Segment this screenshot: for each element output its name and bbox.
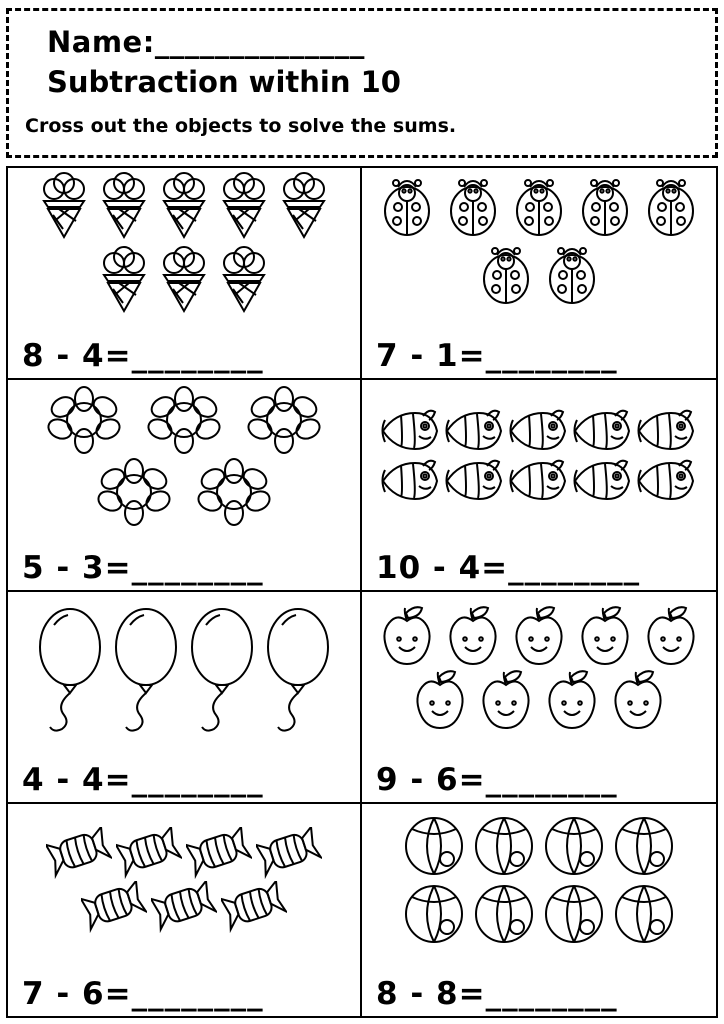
beach-ball-icon[interactable] bbox=[541, 813, 607, 879]
equation-3[interactable]: 5 - 3=________ bbox=[22, 550, 264, 586]
problem-cell-4 bbox=[362, 380, 716, 592]
apple-icon[interactable] bbox=[508, 605, 570, 667]
ice-cream-cone-icon[interactable] bbox=[156, 245, 212, 317]
ice-cream-cone-icon[interactable] bbox=[276, 171, 332, 243]
problem-cell-6 bbox=[362, 592, 716, 804]
name-field-label[interactable]: Name:______________ bbox=[47, 25, 365, 59]
ladybug-icon[interactable] bbox=[442, 177, 504, 243]
apple-icon[interactable] bbox=[442, 605, 504, 667]
clownfish-icon[interactable] bbox=[379, 406, 443, 456]
problem-cell-7 bbox=[8, 804, 362, 1016]
candy-icon[interactable] bbox=[256, 827, 322, 879]
beach-ball-icon[interactable] bbox=[541, 881, 607, 947]
clownfish-icon[interactable] bbox=[507, 406, 571, 456]
object-group-beach-ball[interactable] bbox=[362, 804, 716, 952]
ice-cream-cone-icon[interactable] bbox=[96, 245, 152, 317]
object-group-balloon[interactable] bbox=[8, 592, 360, 740]
problem-cell-2 bbox=[362, 168, 716, 380]
clownfish-icon[interactable] bbox=[379, 456, 443, 506]
apple-icon[interactable] bbox=[574, 605, 636, 667]
balloon-icon[interactable] bbox=[110, 603, 182, 733]
equation-7[interactable]: 7 - 6=________ bbox=[22, 976, 264, 1012]
apple-icon[interactable] bbox=[640, 605, 702, 667]
ladybug-icon[interactable] bbox=[574, 177, 636, 243]
object-group-flower[interactable] bbox=[8, 380, 360, 528]
flower-icon[interactable] bbox=[36, 385, 132, 455]
candy-icon[interactable] bbox=[151, 881, 217, 933]
candy-icon[interactable] bbox=[81, 881, 147, 933]
balloon-icon[interactable] bbox=[186, 603, 258, 733]
candy-icon[interactable] bbox=[46, 827, 112, 879]
ladybug-icon[interactable] bbox=[640, 177, 702, 243]
beach-ball-icon[interactable] bbox=[401, 881, 467, 947]
clownfish-icon[interactable] bbox=[571, 406, 635, 456]
flower-icon[interactable] bbox=[86, 457, 182, 527]
problem-grid bbox=[6, 166, 718, 1018]
beach-ball-icon[interactable] bbox=[471, 881, 537, 947]
candy-icon[interactable] bbox=[186, 827, 252, 879]
candy-icon[interactable] bbox=[116, 827, 182, 879]
flower-icon[interactable] bbox=[236, 385, 332, 455]
problem-cell-3 bbox=[8, 380, 362, 592]
ice-cream-cone-icon[interactable] bbox=[36, 171, 92, 243]
apple-icon[interactable] bbox=[376, 605, 438, 667]
beach-ball-icon[interactable] bbox=[611, 813, 677, 879]
flower-icon[interactable] bbox=[186, 457, 282, 527]
beach-ball-icon[interactable] bbox=[401, 813, 467, 879]
clownfish-icon[interactable] bbox=[635, 456, 699, 506]
ice-cream-cone-icon[interactable] bbox=[216, 245, 272, 317]
object-group-ladybug[interactable] bbox=[362, 168, 716, 316]
apple-icon[interactable] bbox=[409, 669, 471, 731]
worksheet-header bbox=[6, 8, 718, 158]
beach-ball-icon[interactable] bbox=[611, 881, 677, 947]
clownfish-icon[interactable] bbox=[571, 456, 635, 506]
object-group-candy[interactable] bbox=[8, 804, 360, 952]
flower-icon[interactable] bbox=[136, 385, 232, 455]
apple-icon[interactable] bbox=[475, 669, 537, 731]
equation-1[interactable]: 8 - 4=________ bbox=[22, 338, 264, 374]
object-group-clownfish[interactable] bbox=[362, 380, 716, 528]
candy-icon[interactable] bbox=[221, 881, 287, 933]
problem-cell-5 bbox=[8, 592, 362, 804]
clownfish-icon[interactable] bbox=[635, 406, 699, 456]
ladybug-icon[interactable] bbox=[376, 177, 438, 243]
beach-ball-icon[interactable] bbox=[471, 813, 537, 879]
equation-5[interactable]: 4 - 4=________ bbox=[22, 762, 264, 798]
equation-2[interactable]: 7 - 1=________ bbox=[376, 338, 618, 374]
clownfish-icon[interactable] bbox=[507, 456, 571, 506]
balloon-icon[interactable] bbox=[34, 603, 106, 733]
ladybug-icon[interactable] bbox=[475, 245, 537, 311]
equation-4[interactable]: 10 - 4=________ bbox=[376, 550, 641, 586]
clownfish-icon[interactable] bbox=[443, 456, 507, 506]
object-group-ice-cream-cone[interactable] bbox=[8, 168, 360, 316]
problem-cell-1 bbox=[8, 168, 362, 380]
page-title: Subtraction within 10 bbox=[47, 65, 401, 99]
equation-6[interactable]: 9 - 6=________ bbox=[376, 762, 618, 798]
problem-cell-8 bbox=[362, 804, 716, 1016]
object-group-apple[interactable] bbox=[362, 592, 716, 740]
clownfish-icon[interactable] bbox=[443, 406, 507, 456]
ice-cream-cone-icon[interactable] bbox=[216, 171, 272, 243]
ice-cream-cone-icon[interactable] bbox=[96, 171, 152, 243]
ladybug-icon[interactable] bbox=[541, 245, 603, 311]
instruction-text: Cross out the objects to solve the sums. bbox=[25, 115, 457, 137]
ladybug-icon[interactable] bbox=[508, 177, 570, 243]
equation-8[interactable]: 8 - 8=________ bbox=[376, 976, 618, 1012]
apple-icon[interactable] bbox=[607, 669, 669, 731]
balloon-icon[interactable] bbox=[262, 603, 334, 733]
ice-cream-cone-icon[interactable] bbox=[156, 171, 212, 243]
apple-icon[interactable] bbox=[541, 669, 603, 731]
